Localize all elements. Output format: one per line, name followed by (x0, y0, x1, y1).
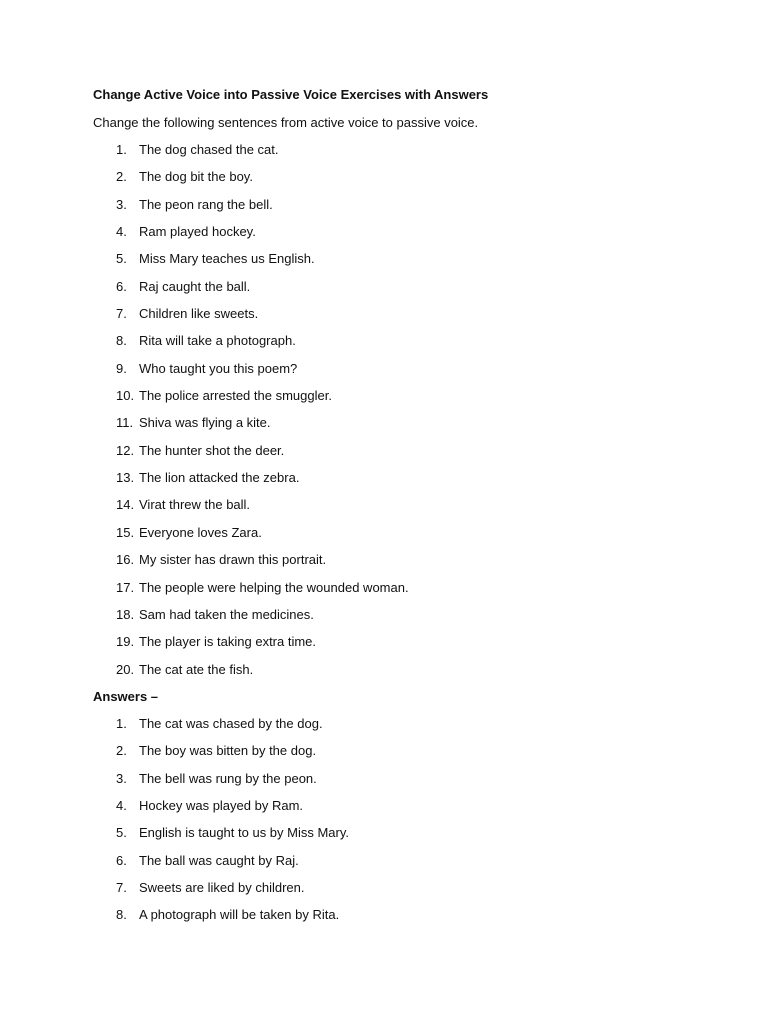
question-text: Children like sweets. (139, 306, 259, 322)
item-number: 7. (116, 306, 127, 322)
item-number: 7. (116, 880, 127, 896)
item-number: 18. (116, 606, 135, 622)
item-number: 1. (116, 716, 127, 731)
answer-text: Hockey was played by Ram. (139, 798, 304, 814)
item-number: 3. (116, 770, 127, 786)
question-text: Sam had taken the medicines. (139, 606, 314, 622)
question-text: Who taught you this poem? (139, 360, 298, 376)
item-number: 8. (116, 907, 127, 923)
question-text: Miss Mary teaches us English. (139, 251, 315, 267)
question-text: The lion attacked the zebra. (139, 470, 300, 486)
item-number: 14. (116, 497, 135, 513)
question-text: The player is taking extra time. (139, 634, 317, 650)
answer-text: A photograph will be taken by Rita. (139, 907, 340, 923)
answer-text: The cat was chased by the dog. (139, 716, 323, 731)
question-text: Shiva was flying a kite. (139, 415, 271, 431)
question-text: Everyone loves Zara. (139, 524, 262, 540)
item-number: 2. (116, 169, 127, 185)
question-text: Raj caught the ball. (139, 278, 251, 294)
item-number: 20. (116, 661, 135, 677)
answers-heading: Answers – (93, 689, 159, 704)
answer-text: The boy was bitten by the dog. (139, 743, 317, 759)
item-number: 2. (116, 743, 127, 759)
item-number: 4. (116, 224, 127, 240)
item-number: 6. (116, 278, 127, 294)
question-text: The dog bit the boy. (139, 169, 253, 185)
question-text: The cat ate the fish. (139, 661, 254, 677)
item-number: 10. (116, 388, 135, 404)
item-number: 19. (116, 634, 135, 650)
item-number: 11. (116, 415, 134, 431)
question-text: The peon rang the bell. (139, 196, 273, 212)
question-text: Rita will take a photograph. (139, 333, 296, 349)
item-number: 3. (116, 196, 127, 212)
document-title: Change Active Voice into Passive Voice Exercises with Answers (93, 87, 489, 102)
item-number: 13. (116, 470, 135, 486)
item-number: 8. (116, 333, 127, 349)
answer-text: Sweets are liked by children. (139, 880, 305, 896)
item-number: 12. (116, 442, 135, 458)
item-number: 15. (116, 524, 135, 540)
question-text: The people were helping the wounded woman. (139, 579, 409, 595)
question-text: Virat threw the ball. (139, 497, 251, 513)
item-number: 1. (116, 142, 127, 157)
item-number: 5. (116, 251, 127, 267)
question-text: The dog chased the cat. (139, 142, 279, 157)
item-number: 5. (116, 825, 127, 841)
item-number: 17. (116, 579, 135, 595)
question-text: My sister has drawn this portrait. (139, 552, 327, 568)
item-number: 16. (116, 552, 135, 568)
answer-text: The ball was caught by Raj. (139, 852, 299, 868)
question-text: Ram played hockey. (139, 224, 256, 240)
item-number: 4. (116, 798, 127, 814)
item-number: 9. (116, 360, 127, 376)
question-text: The hunter shot the deer. (139, 442, 285, 458)
item-number: 6. (116, 852, 127, 868)
answer-text: English is taught to us by Miss Mary. (139, 825, 350, 841)
answer-text: The bell was rung by the peon. (139, 770, 317, 786)
instructions-text: Change the following sentences from active voice to passive voice. (93, 115, 479, 130)
question-text: The police arrested the smuggler. (139, 388, 332, 404)
